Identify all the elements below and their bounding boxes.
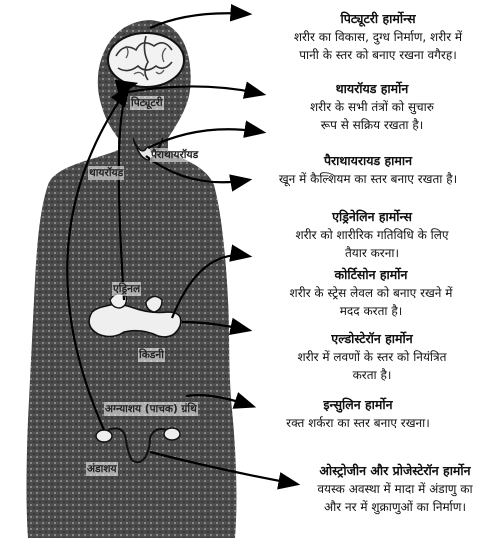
hormone-desc-line: शरीर का विकास, दुग्ध निर्माण, शरीर में — [293, 30, 463, 44]
hormone-desc-line: शरीर के स्ट्रेस लेवल को बनाए रखने में — [289, 286, 453, 300]
hormone-title: पिट्यूटरी हार्मोन्स — [340, 11, 416, 26]
hormone-desc-line: शरीर को शारीरिक गतिविधि के लिए — [295, 228, 449, 242]
label-thyroid: थायरॉयड — [89, 167, 124, 179]
hormone-desc-line: पानी के स्तर को बनाए रखना वगैरह। — [299, 48, 457, 62]
hormone-pituitary — [258, 10, 498, 64]
hormone-title: एल्डोस्टेरॉन हार्मोन — [331, 331, 413, 346]
label-kidney: किडनी — [139, 349, 164, 361]
hormone-desc-line: रूप से सक्रिय रखता है। — [320, 118, 424, 132]
hormone-title: एड्रिनेलिन हार्मोन्स — [332, 209, 412, 224]
hormone-desc-line: शरीर के सभी तंत्रों को सुचारु — [310, 100, 434, 114]
brain-icon — [108, 33, 184, 87]
hormone-desc-line: खून में कैल्शियम का स्तर बनाए रखता है। — [278, 172, 458, 186]
hormone-thyroid — [262, 80, 482, 134]
label-pancreas: अग्न्याशय (पाचक) ग्रंथि — [105, 403, 197, 415]
label-pituitary: पिट्यूटरी — [131, 97, 163, 109]
hormone-desc-line: वयस्क अवस्था में मादा में अंडाणु का — [317, 482, 473, 496]
hormone-cortisone — [248, 266, 494, 320]
hormone-adrenaline — [254, 208, 490, 262]
hormone-insulin — [250, 396, 466, 432]
hormone-desc-line: मदद करता है। — [339, 304, 403, 318]
hormone-title: थायरॉयड हार्मोन — [335, 81, 409, 96]
hormone-desc-line: तैयार करना। — [344, 246, 400, 260]
hormone-aldosterone — [262, 330, 482, 384]
hormone-title: पैराथायरायड हामान — [323, 153, 413, 168]
hormone-desc-line: और नर में शुक्राणुओं का निर्माण। — [323, 500, 467, 514]
hormone-desc-line: करता है। — [352, 368, 392, 382]
hormone-title: ओस्ट्रोजीन और प्रोजेस्टेरॉन हार्मोन — [319, 463, 471, 478]
label-adrenal: एड्रिनल — [113, 283, 141, 295]
hormone-estrogen — [290, 462, 500, 516]
label-parathyroid: पैराथायरॉयड — [151, 149, 199, 161]
hormone-title: कोर्टिसोन हार्मोन — [334, 267, 408, 282]
hormone-title: इन्सुलिन हार्मोन — [323, 397, 393, 412]
label-ovary: अंडाशय — [87, 463, 117, 475]
hormone-parathyroid — [248, 152, 488, 188]
hormone-desc-line: रक्त शर्करा का स्तर बनाए रखना। — [286, 416, 430, 430]
hormone-desc-line: शरीर में लवणों के स्तर को नियंत्रित — [297, 350, 447, 364]
